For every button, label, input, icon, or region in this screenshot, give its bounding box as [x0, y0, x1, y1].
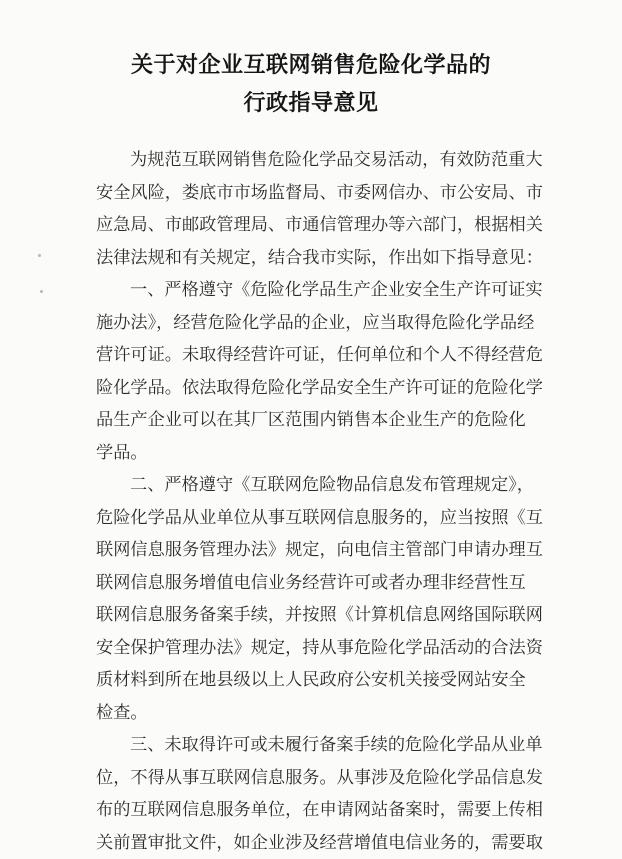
paragraph-3-line: 安全保护管理办法》规定，持从事危险化学品活动的合法资 — [96, 632, 556, 665]
document-title-line-2: 行政指导意见 — [0, 86, 622, 117]
paragraph-4-line: 三、未取得许可或未履行备案手续的危险化学品从业单 — [96, 729, 556, 762]
paragraph-2-line: 一、严格遵守《危险化学品生产企业安全生产许可证实 — [96, 274, 556, 307]
paragraph-2-line: 施办法》，经营危险化学品的企业，应当取得危险化学品经 — [96, 307, 556, 340]
paragraph-3-line: 检查。 — [96, 697, 556, 730]
paragraph-4-line: 位，不得从事互联网信息服务。从事涉及危险化学品信息发 — [96, 762, 556, 795]
paragraph-2-line: 营许可证。未取得经营许可证，任何单位和个人不得经营危 — [96, 339, 556, 372]
paragraph-1-line: 安全风险，娄底市市场监督局、市委网信办、市公安局、市 — [96, 177, 556, 210]
paragraph-3-line: 联网信息服务备案手续，并按照《计算机信息网络国际联网 — [96, 599, 556, 632]
paragraph-4-line: 关前置审批文件，如企业涉及经营增值电信业务的，需要取 — [96, 827, 556, 859]
paragraph-3-line: 危险化学品从业单位从事互联网信息服务的，应当按照《互 — [96, 502, 556, 535]
document-body — [96, 144, 556, 859]
paragraph-2-line: 品生产企业可以在其厂区范围内销售本企业生产的危险化 — [96, 404, 556, 437]
scan-speck — [38, 254, 41, 257]
paragraph-1-line: 法律法规和有关规定，结合我市实际，作出如下指导意见： — [96, 242, 556, 275]
paragraph-1-line: 为规范互联网销售危险化学品交易活动，有效防范重大 — [96, 144, 556, 177]
paragraph-4-line: 布的互联网信息服务单位，在申请网站备案时，需要上传相 — [96, 794, 556, 827]
paragraph-3-line: 联网信息服务增值电信业务经营许可或者办理非经营性互 — [96, 567, 556, 600]
paragraph-1-line: 应急局、市邮政管理局、市通信管理办等六部门，根据相关 — [96, 209, 556, 242]
scan-speck — [40, 290, 43, 293]
paragraph-2-line: 险化学品。依法取得危险化学品安全生产许可证的危险化学 — [96, 372, 556, 405]
paragraph-3-line: 联网信息服务管理办法》规定，向电信主管部门申请办理互 — [96, 534, 556, 567]
document-title-line-1: 关于对企业互联网销售危险化学品的 — [0, 48, 622, 79]
paragraph-3-line: 二、严格遵守《互联网危险物品信息发布管理规定》， — [96, 469, 556, 502]
paragraph-3-line: 质材料到所在地县级以上人民政府公安机关接受网站安全 — [96, 664, 556, 697]
paragraph-2-line: 学品。 — [96, 437, 556, 470]
